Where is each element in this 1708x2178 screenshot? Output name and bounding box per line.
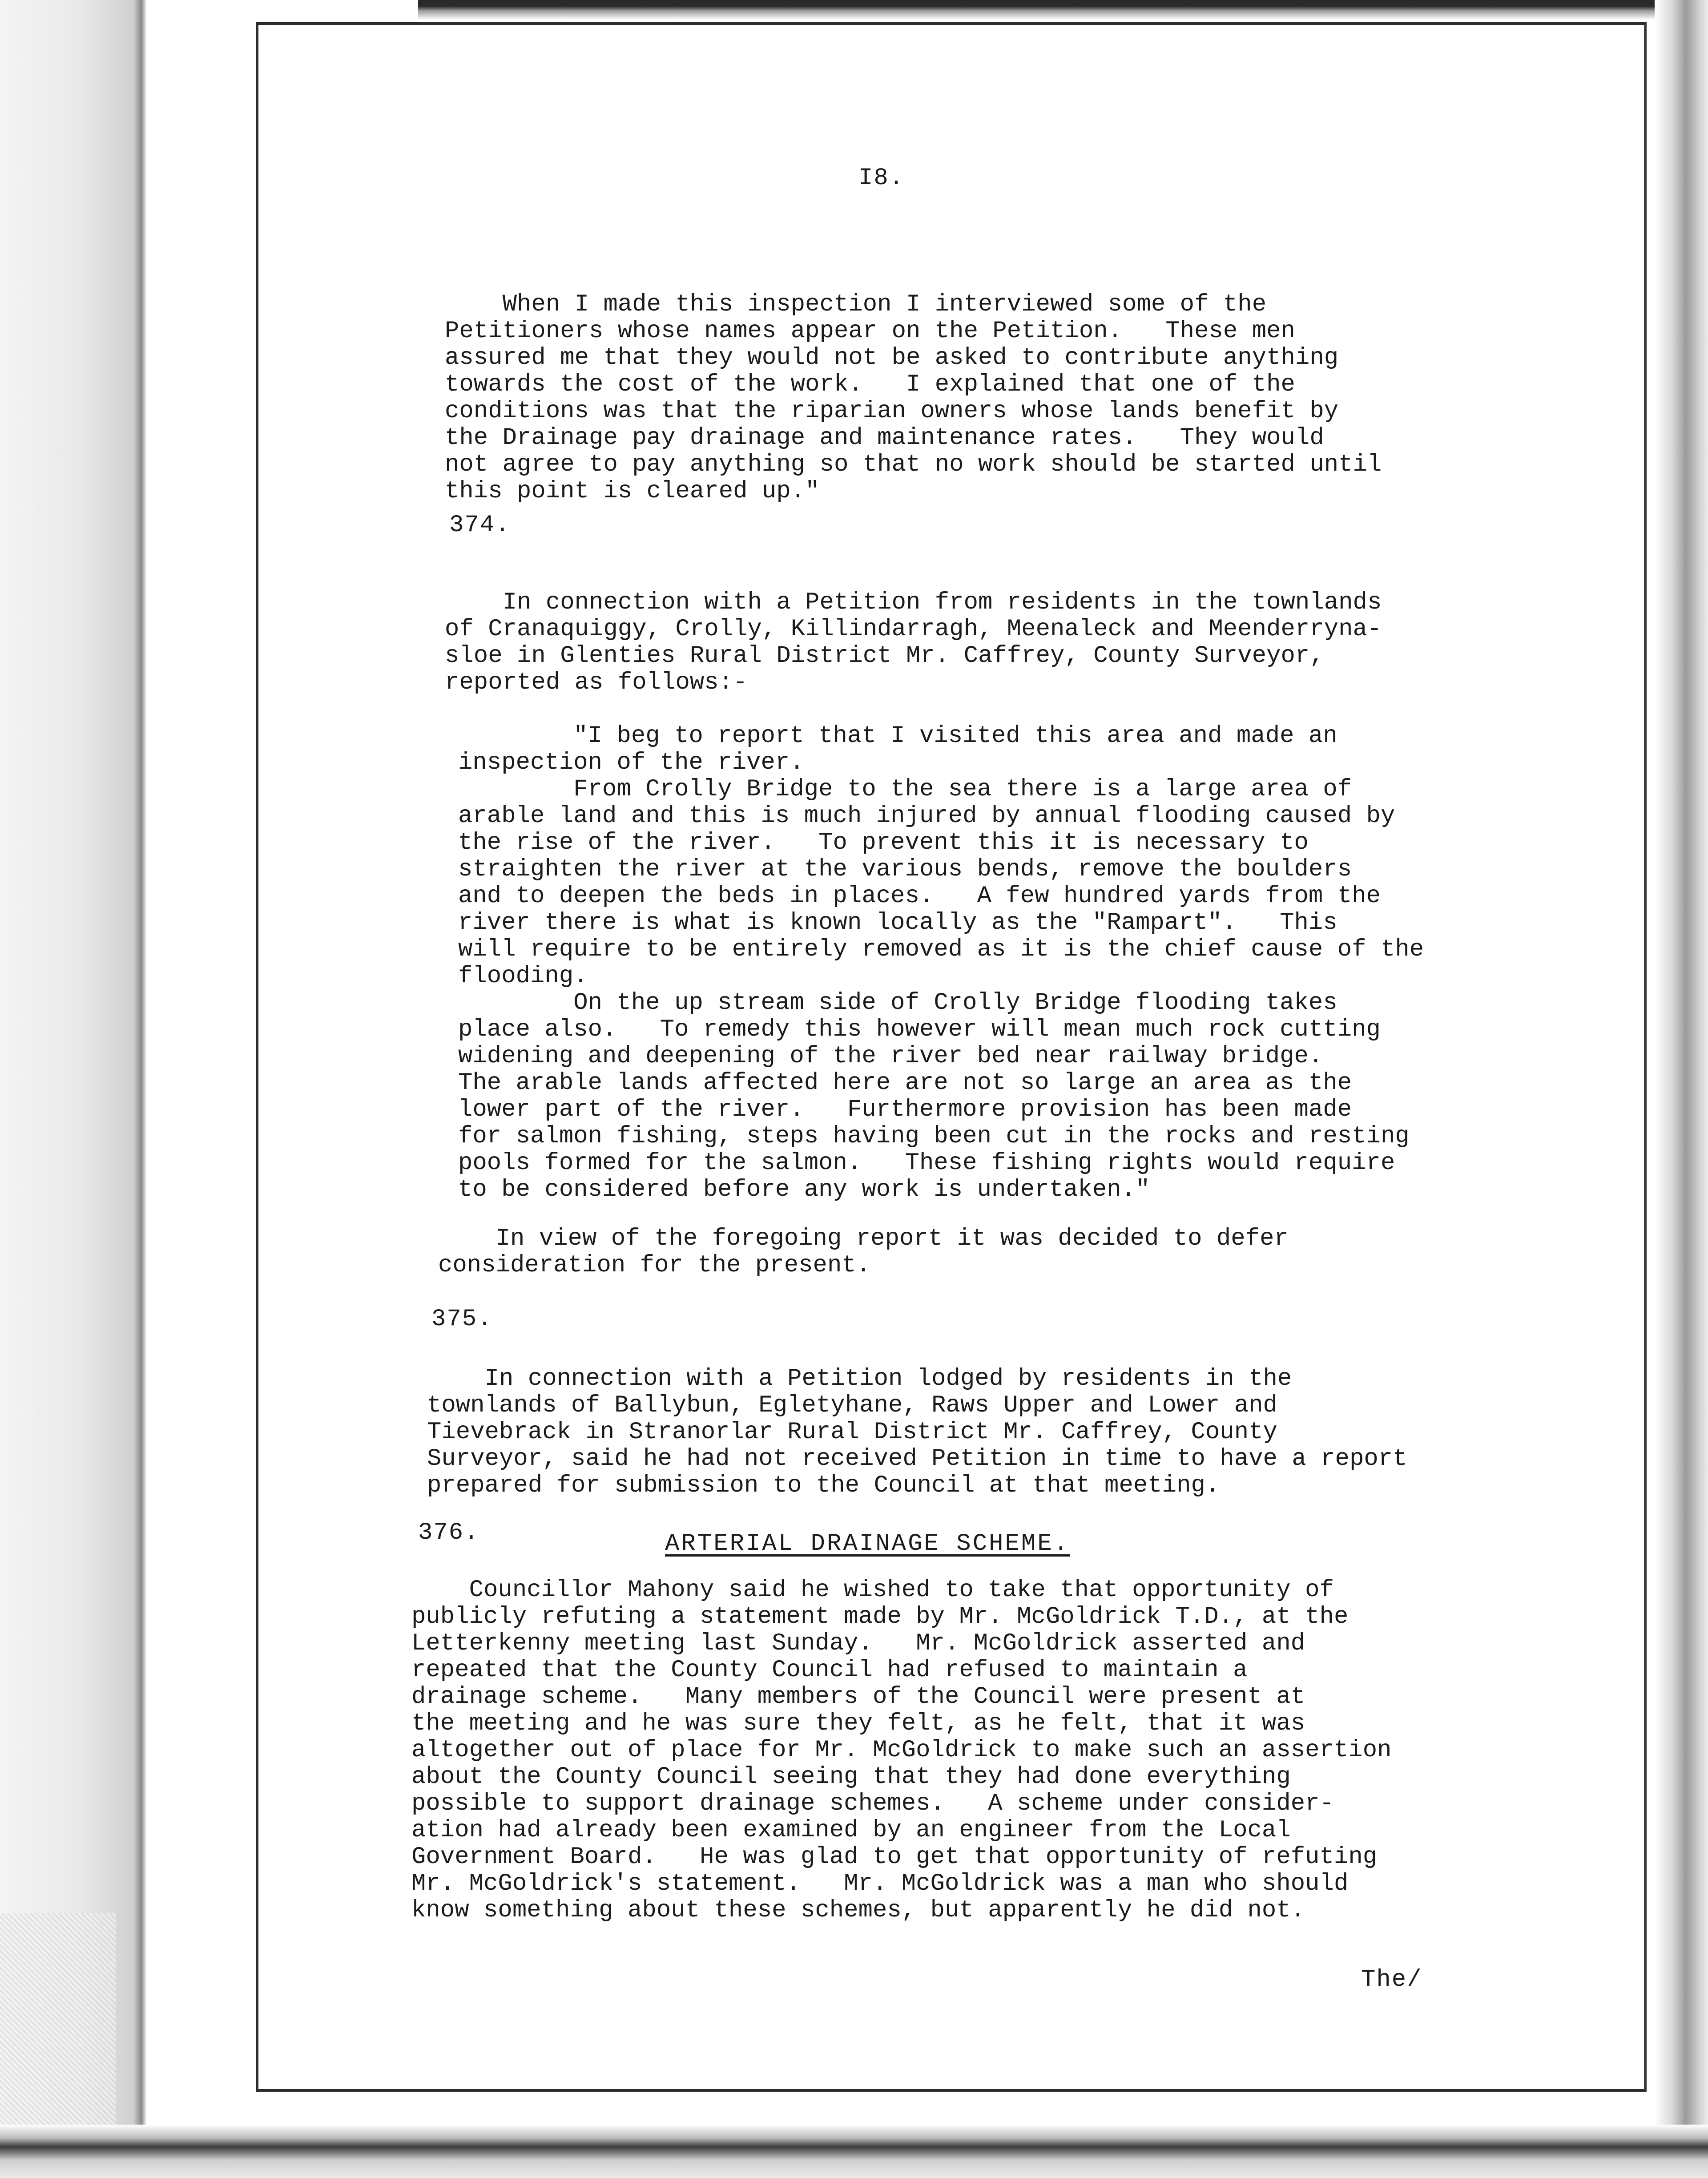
scan-edge-top — [418, 0, 1708, 20]
text-line: of Cranaquiggy, Crolly, Killindarragh, Meenaleck and Meenderryna- — [445, 616, 1382, 643]
text-line: to be considered before any work is undertaken." — [458, 1176, 1150, 1203]
text-line: conditions was that the riparian owners whose lands benefit by — [445, 398, 1339, 425]
text-line: for salmon fishing, steps having been cut in the rocks and resting — [458, 1123, 1410, 1150]
paragraph-ballybun-petition — [427, 1366, 1521, 1499]
text-line: the Drainage pay drainage and maintenance rates. They would — [445, 424, 1324, 452]
paragraph-drainage-scheme — [411, 1577, 1506, 1924]
text-line: Surveyor, said he had not received Petition in time to have a report — [427, 1445, 1407, 1472]
text-line: inspection of the river. — [458, 749, 804, 776]
text-line: Tievebrack in Stranorlar Rural District Mr. Caffrey, County — [427, 1419, 1277, 1446]
text-line: about the County Council seeing that they had done everything — [411, 1763, 1291, 1791]
text-line: assured me that they would not be asked to contribute anything — [445, 344, 1339, 371]
text-line: towards the cost of the work. I explained that one of the — [445, 371, 1295, 398]
text-line: Councillor Mahony said he wished to take that opportunity of — [411, 1577, 1334, 1604]
text-line: On the up stream side of Crolly Bridge flooding takes — [458, 989, 1337, 1016]
text-line: In view of the foregoing report it was decided to defer — [438, 1225, 1289, 1252]
scan-shadow-left — [0, 0, 147, 2178]
report-quote — [458, 723, 1552, 1203]
text-line: and to deepen the beds in places. A few hundred yards from the — [458, 883, 1381, 910]
text-line: repeated that the County Council had refused to maintain a — [411, 1657, 1248, 1684]
text-line: will require to be entirely removed as it is the chief cause of the — [458, 936, 1424, 963]
text-line: Mr. McGoldrick's statement. Mr. McGoldrick was a man who should — [411, 1870, 1349, 1897]
text-line: When I made this inspection I interviewed some of the — [445, 291, 1267, 318]
paragraph-inspection — [445, 291, 1539, 505]
text-line: the rise of the river. To prevent this it is necessary to — [458, 829, 1309, 856]
text-line: straighten the river at the various bends, remove the boulders — [458, 856, 1352, 883]
text-line: sloe in Glenties Rural District Mr. Caffrey, County Surveyor, — [445, 642, 1324, 670]
text-line: From Crolly Bridge to the sea there is a large area of — [458, 776, 1352, 803]
text-line: arable land and this is much injured by annual flooding caused by — [458, 803, 1395, 830]
text-line: prepared for submission to the Council at that meeting. — [427, 1472, 1220, 1499]
text-line: lower part of the river. Furthermore provision has been made — [458, 1096, 1352, 1123]
minute-ref-375: 375. — [431, 1306, 493, 1333]
scan-edge-right — [1655, 0, 1708, 2178]
text-line: In connection with a Petition from residents in the townlands — [445, 589, 1382, 616]
text-line: townlands of Ballybun, Egletyhane, Raws Upper and Lower and — [427, 1392, 1277, 1419]
section-heading: ARTERIAL DRAINAGE SCHEME. — [665, 1530, 1070, 1557]
catchword: The/ — [1361, 1966, 1422, 1993]
text-line: reported as follows:- — [445, 669, 748, 696]
text-line: the meeting and he was sure they felt, as he felt, that it was — [411, 1710, 1305, 1737]
text-line: "I beg to report that I visited this area and made an — [458, 722, 1337, 750]
text-line: not agree to pay anything so that no work should be started until — [445, 451, 1382, 478]
text-line: ation had already been examined by an engineer from the Local — [411, 1817, 1291, 1844]
minute-ref-374: 374. — [449, 512, 511, 539]
text-line: this point is cleared up." — [445, 478, 820, 505]
text-line: widening and deepening of the river bed near railway bridge. — [458, 1043, 1323, 1070]
text-line: know something about these schemes, but apparently he did not. — [411, 1897, 1305, 1924]
scan-edge-bottom — [0, 2125, 1708, 2178]
text-line: drainage scheme. Many members of the Council were present at — [411, 1683, 1305, 1710]
text-line: flooding. — [458, 963, 588, 990]
text-line: altogether out of place for Mr. McGoldrick to make such an assertion — [411, 1737, 1392, 1764]
text-line: Petitioners whose names appear on the Petition. These men — [445, 318, 1295, 345]
text-line: In connection with a Petition lodged by residents in the — [427, 1365, 1292, 1392]
text-line: publicly refuting a statement made by Mr. McGoldrick T.D., at the — [411, 1603, 1349, 1630]
minute-ref-376: 376. — [418, 1519, 479, 1546]
paragraph-crolly-petition — [445, 589, 1539, 696]
text-line: possible to support drainage schemes. A scheme under consider- — [411, 1790, 1334, 1817]
text-line: pools formed for the salmon. These fishing rights would require — [458, 1150, 1395, 1177]
paragraph-defer — [438, 1226, 1532, 1279]
text-line: The arable lands affected here are not so large an area as the — [458, 1069, 1352, 1097]
text-line: Letterkenny meeting last Sunday. Mr. McGoldrick asserted and — [411, 1630, 1305, 1657]
text-line: river there is what is known locally as the "Rampart". This — [458, 909, 1337, 936]
text-line: consideration for the present. — [438, 1252, 871, 1279]
text-line: Government Board. He was glad to get that opportunity of refuting — [411, 1843, 1378, 1871]
text-line: place also. To remedy this however will mean much rock cutting — [458, 1016, 1381, 1043]
page-number: I8. — [858, 165, 905, 192]
